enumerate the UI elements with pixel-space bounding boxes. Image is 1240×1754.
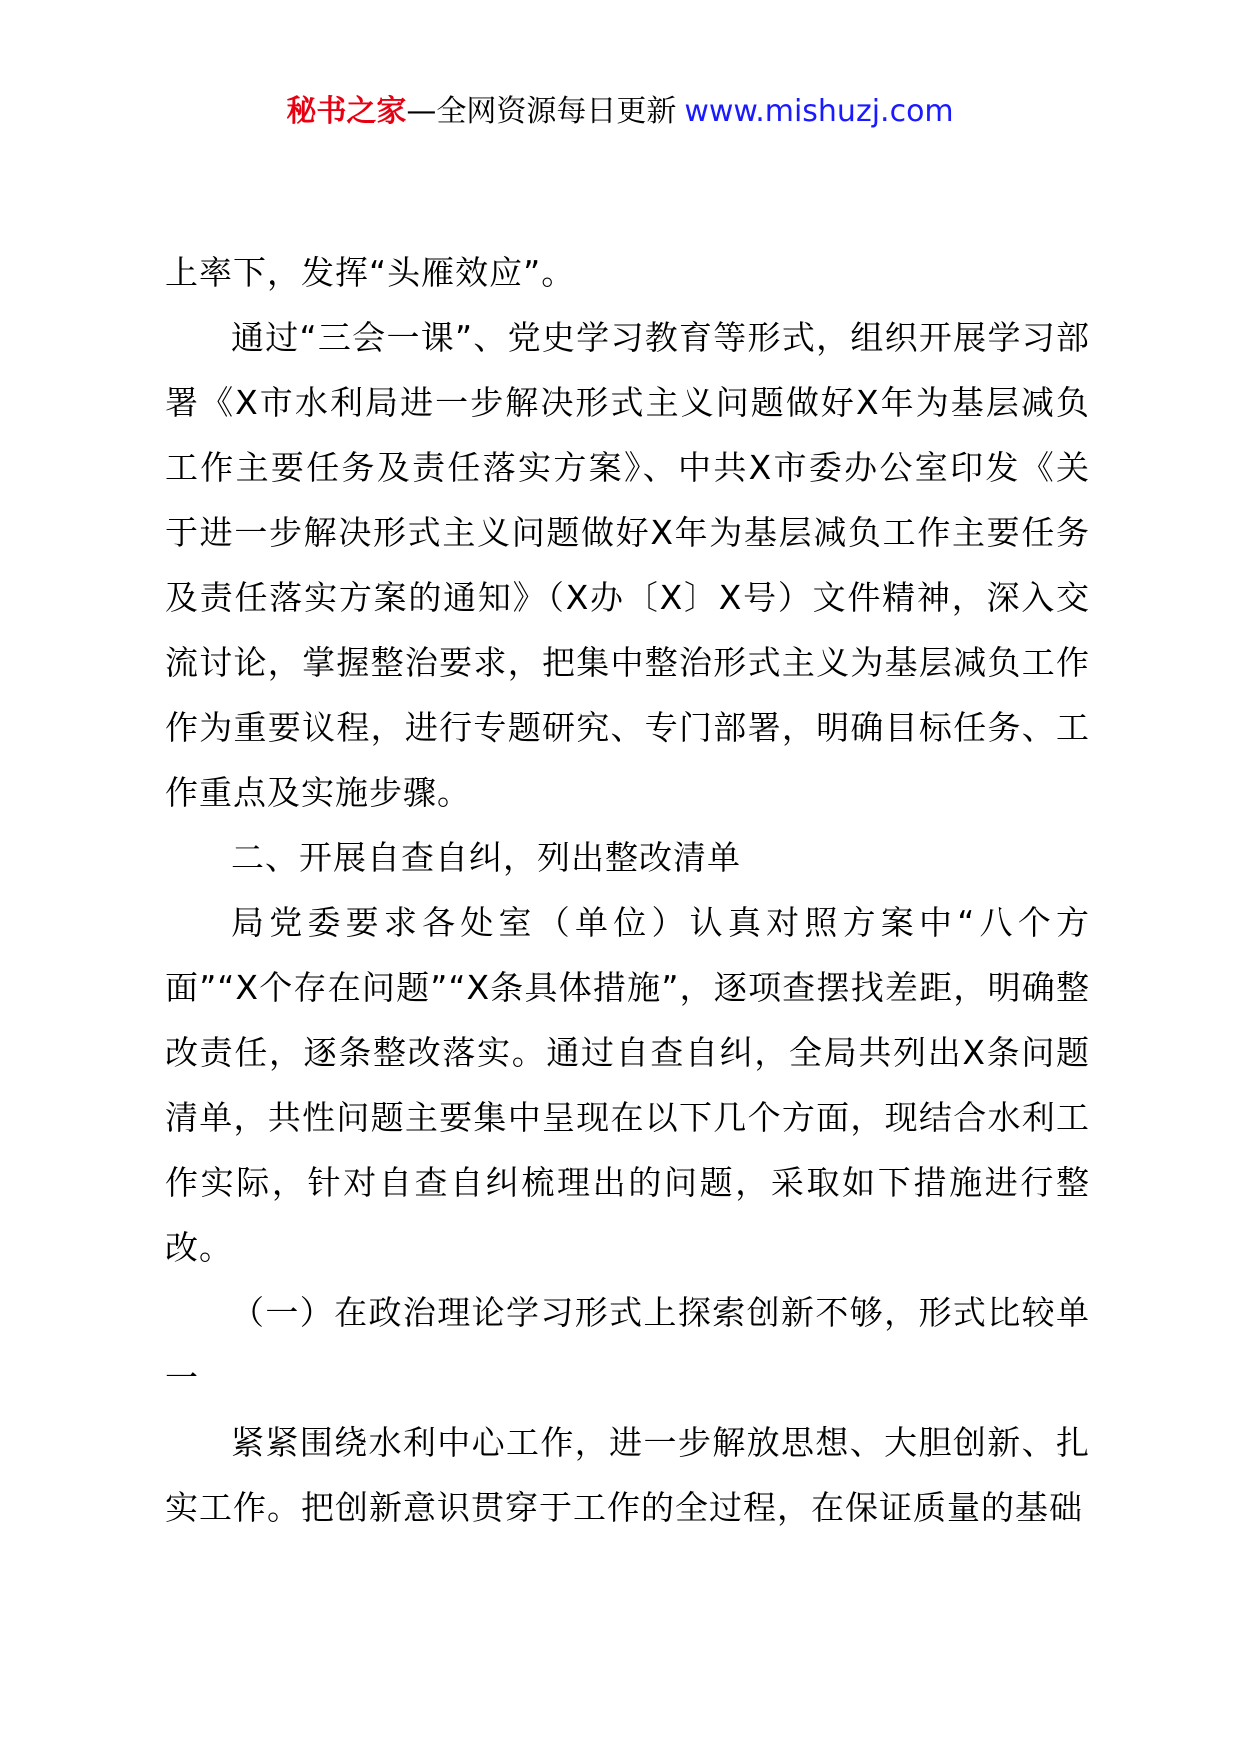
document-body	[165, 240, 1090, 1540]
paragraph-self-inspection: 局党委要求各处室（单位）认真对照方案中“八个方面”“X个存在问题”“X条具体措施”，逐项查摆找差距，明确整改责任，逐条整改落实。通过自查自纠，全局共列出X条问题清单，共性问题主要集中呈现在以下几个方面，现结合水利工作实际，针对自查自纠梳理出的问题，采取如下措施进行整改。	[165, 903, 1090, 1267]
paragraph-study-deployment: 通过“三会一课”、党史学习教育等形式，组织开展学习部署《X市水利局进一步解决形式主义问题做好X年为基层减负工作主要任务及责任落实方案》、中共X市委办公室印发《关于进一步解决形式主义问题做好X年为基层减负工作主要任务及责任落实方案的通知》（X办〔X〕X号）文件精神，深入交流讨论，掌握整治要求，把集中整治形式主义为基层减负工作作为重要议程，进行专题研究、专门部署，明确目标任务、工作重点及实施步骤。	[165, 318, 1090, 812]
paragraph-innovation: 紧紧围绕水利中心工作，进一步解放思想、大胆创新、扎实工作。把创新意识贯穿于工作的全过程，在保证质量的基础	[165, 1423, 1090, 1527]
site-url-link[interactable]: www.mishuzj.com	[684, 94, 954, 129]
site-brand: 秘书之家	[286, 94, 407, 129]
subheading-1: （一）在政治理论学习形式上探索创新不够，形式比较单一	[165, 1293, 1090, 1397]
section-heading-2: 二、开展自查自纠，列出整改清单	[231, 838, 741, 877]
site-slogan: —全网资源每日更新	[406, 94, 677, 129]
page-header	[0, 92, 1240, 132]
paragraph-continuation: 上率下，发挥“头雁效应”。	[165, 253, 576, 292]
